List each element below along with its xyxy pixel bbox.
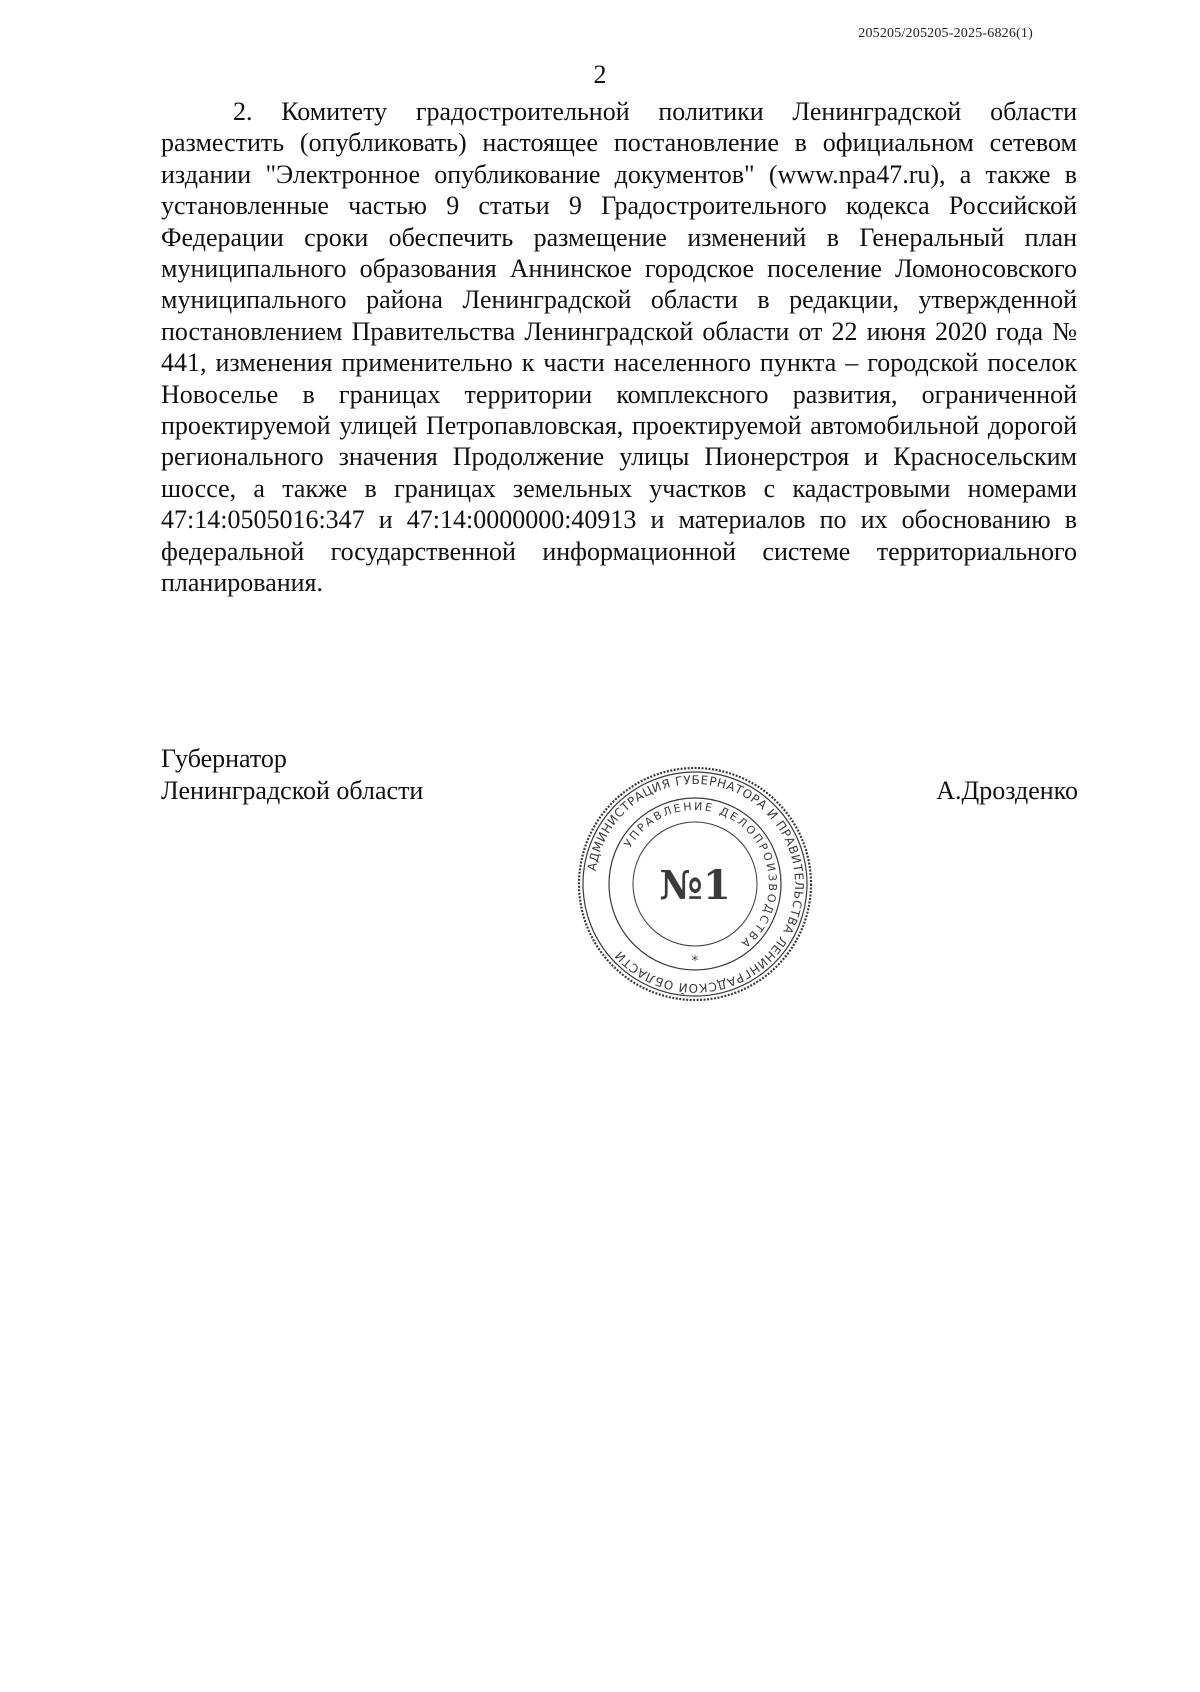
signer-name: А.Дрозденко (936, 776, 1078, 805)
official-seal-stamp (576, 765, 814, 1003)
signer-title-line-1: Губернатор (161, 744, 287, 773)
seal-outer-text: АДМИНИСТРАЦИЯ ГУБЕРНАТОРА И ПРАВИТЕЛЬСТВА ЛЕНИНГРАДСКОЙ ОБЛАСТИ (584, 772, 807, 996)
seal-center-number: №1 (659, 862, 731, 909)
seal-inner-text: УПРАВЛЕНИЕ ДЕЛОПРОИЗВОДСТВА (621, 799, 780, 952)
signer-title-line-2: Ленинградской области (161, 776, 424, 805)
seal-star: * (691, 954, 699, 969)
body-paragraph: 2. Комитету градостроительной политики Ленинградской области разместить (опубликовать) настоящее постановление в официальном сетевом издании "Электронное опубликование документов" (www.npa47.ru), а также в установленные частью 9 статьи 9 Градостроительного кодекса Российской Федерации сроки обеспечить размещение изменений в Генеральный план муниципального образования Аннинское городское поселение Ломоносовского муниципального района Ленинградской области в редакции, утвержденной постановлением Правительства Ленинградской области от 22 июня 2020 года № 441, изменения применительно к части населенного пункта – городской поселок Новоселье в границах территории комплексного развития, ограниченной проектируемой улицей Петропавловская, проектируемой автомобильной дорогой регионального значения Продолжение улицы Пионерстроя и Красносельским шоссе, а также в границах земельных участков с кадастровыми номерами 47:14:0505016:347 и 47:14:0000000:40913 и материалов по их обоснованию в федеральной государственной информационной системе территориального планирования. (161, 97, 1077, 598)
page-number: 2 (593, 60, 607, 89)
signer-title (161, 743, 423, 807)
document-id: 205205/205205-2025-6826(1) (858, 26, 1033, 41)
